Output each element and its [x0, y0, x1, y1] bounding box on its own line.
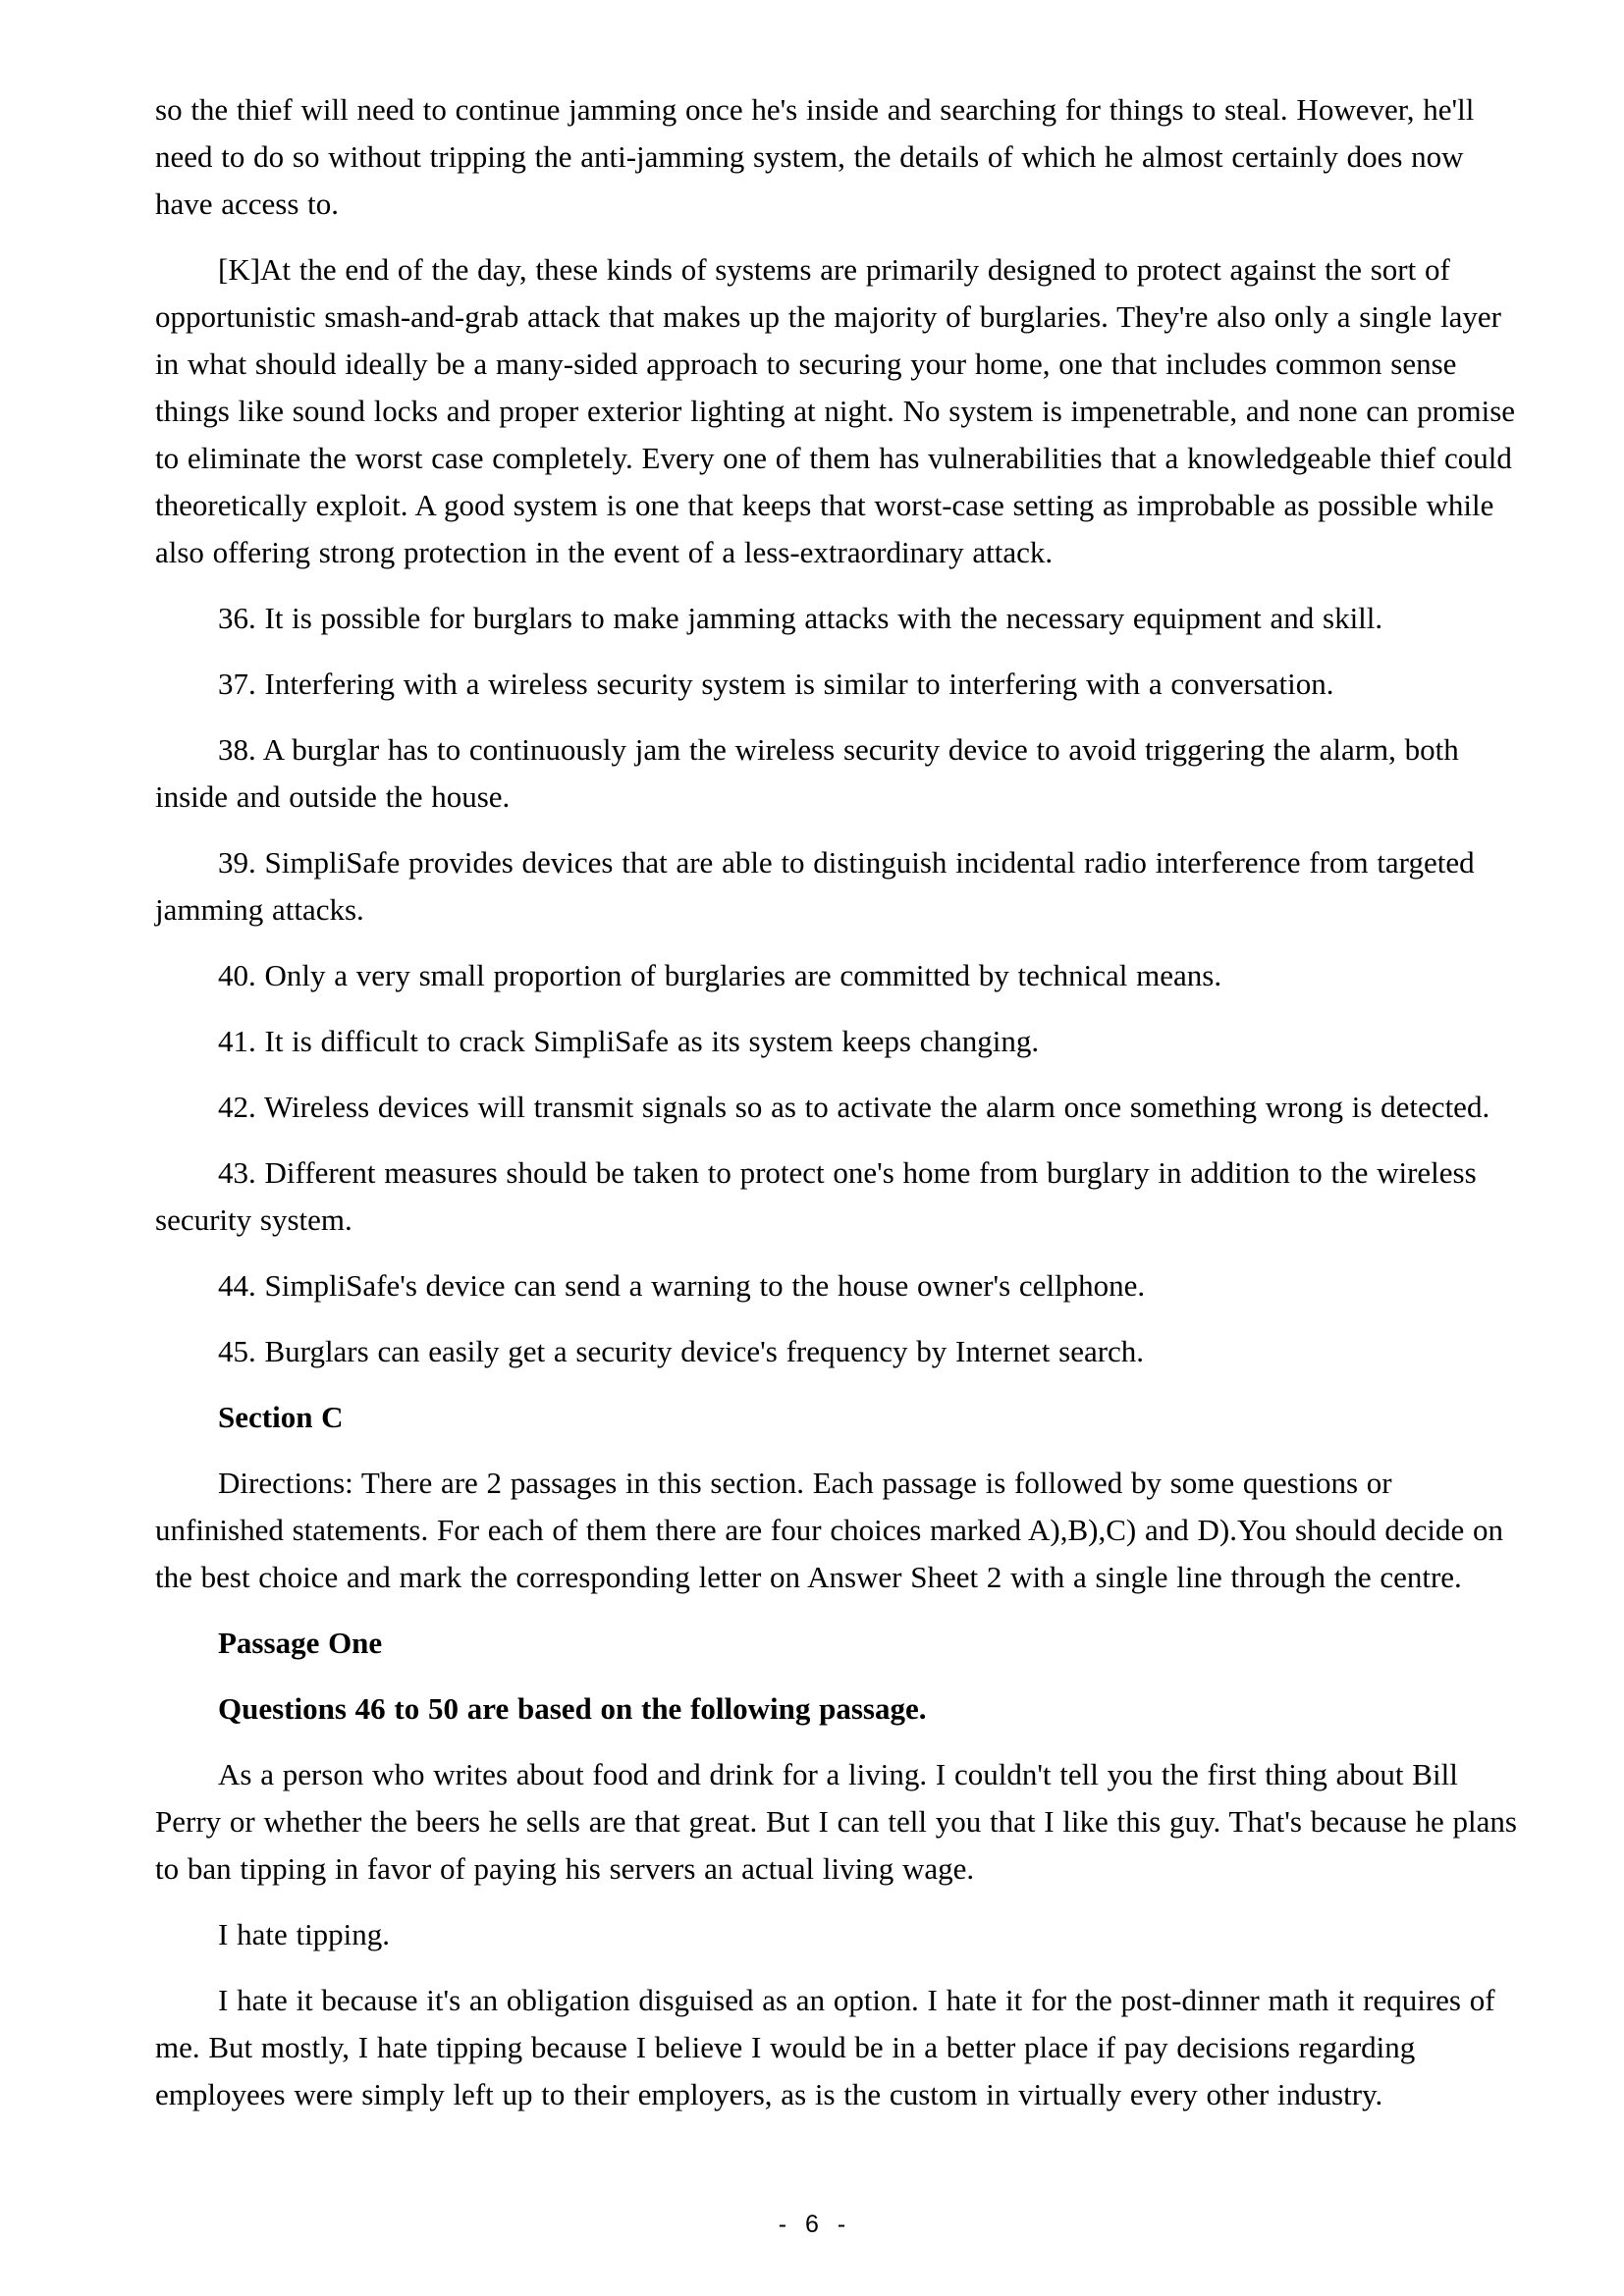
question-41: 41. It is difficult to crack SimpliSafe as its system keeps changing. — [218, 1024, 1040, 1058]
question-39: 39. SimpliSafe provides devices that are able to distinguish incidental radio interference from targeted jamming attacks. — [155, 845, 1475, 927]
paragraph-k-statement: [K]At the end of the day, these kinds of systems are primarily designed to protect against the sort of opportunistic smash-and-grab attack that makes up the majority of burglaries. They're also only a single layer in what should ideally be a many-sided approach to securing your home, one that includes common sense things like sound locks and proper exterior lighting at night. No system is impenetrable, and none can promise to eliminate the worst case completely. Every one of them has vulnerabilities that a knowledgeable thief could theoretically exploit. A good system is one that keeps that worst-case setting as improbable as possible while also offering strong protection in the event of a less-extraordinary attack. — [155, 252, 1516, 569]
question-37: 37. Interfering with a wireless security system is similar to interfering with a conversation. — [218, 667, 1334, 701]
heading-passage-one: Passage One — [218, 1626, 383, 1660]
heading-section-c: Section C — [218, 1400, 344, 1434]
paragraph-jamming-continuation: so the thief will need to continue jamming once he's inside and searching for things to steal. However, he'll need to do so without tripping the anti-jamming system, the details of which he almost certainly does now have access to. — [155, 92, 1475, 221]
question-40: 40. Only a very small proportion of burglaries are committed by technical means. — [218, 958, 1222, 992]
paragraph-tipping-reasons: I hate it because it's an obligation disguised as an option. I hate it for the post-dinner math it requires of me. But mostly, I hate tipping because I believe I would be in a better place if pay decisions regarding employees were simply left up to their employers, as is the custom in virtually every other industry. — [155, 1983, 1495, 2111]
question-38: 38. A burglar has to continuously jam the wireless security device to avoid triggering the alarm, both inside and outside the house. — [155, 732, 1459, 814]
question-42: 42. Wireless devices will transmit signals so as to activate the alarm once something wrong is detected. — [218, 1090, 1490, 1124]
question-45: 45. Burglars can easily get a security device's frequency by Internet search. — [218, 1334, 1145, 1368]
question-43: 43. Different measures should be taken to protect one's home from burglary in addition to the wireless security system. — [155, 1155, 1477, 1237]
paragraph-bill-perry: As a person who writes about food and drink for a living. I couldn't tell you the first thing about Bill Perry or whether the beers he sells are that great. But I can tell you that I like this guy. That's because he plans to ban tipping in favor of paying his servers an actual living wage. — [155, 1757, 1517, 1886]
question-44: 44. SimpliSafe's device can send a warning to the house owner's cellphone. — [218, 1268, 1146, 1303]
paragraph-directions: Directions: There are 2 passages in this section. Each passage is followed by some questions or unfinished statements. For each of them there are four choices marked A),B),C) and D).You should decide on the best choice and mark the corresponding letter on Answer Sheet 2 with a single line through the centre. — [155, 1466, 1504, 1594]
question-36: 36. It is possible for burglars to make jamming attacks with the necessary equipment and skill. — [218, 601, 1383, 635]
heading-questions-46-50: Questions 46 to 50 are based on the following passage. — [218, 1691, 927, 1726]
page-number: - 6 - — [778, 2211, 846, 2238]
paragraph-i-hate-tipping: I hate tipping. — [218, 1917, 391, 1951]
